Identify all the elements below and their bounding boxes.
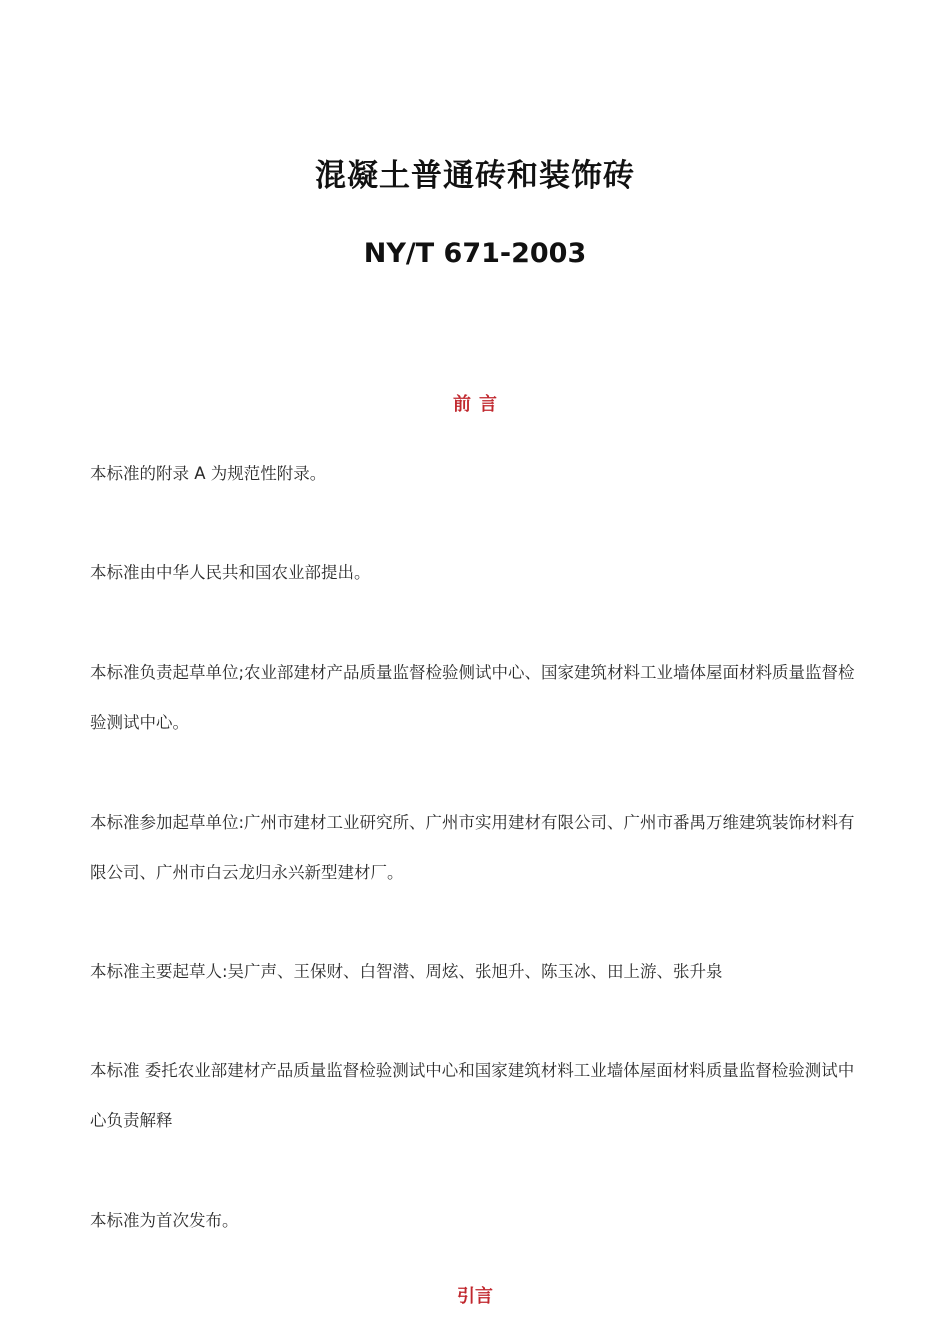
foreword-paragraph-proposer: 本标准由中华人民共和国农业部提出。: [90, 563, 371, 582]
introduction-heading: 引言: [457, 1286, 493, 1307]
foreword-paragraph-drafters: 本标准主要起草人:吴广声、王保财、白智潜、周炫、张旭升、陈玉冰、田上游、张升泉: [90, 962, 723, 981]
foreword-heading: 前言: [453, 394, 505, 415]
standard-code: NY/T 671-2003: [363, 238, 587, 269]
foreword-paragraph-interpretation: 本标准 委托农业部建材产品质量监督检验测试中心和国家建筑材料工业墙体屋面材料质量监督检验测试中心负责解释: [90, 1061, 855, 1130]
foreword-paragraph-participating-units: 本标准参加起草单位:广州市建材工业研究所、广州市实用建材有限公司、广州市番禺万维建筑装饰材料有限公司、广州市白云龙归永兴新型建材厂。: [90, 813, 855, 882]
foreword-paragraph-first-release: 本标准为首次发布。: [90, 1211, 239, 1230]
foreword-paragraph-appendix: 本标准的附录 A 为规范性附录。: [90, 464, 327, 483]
foreword-paragraph-drafting-unit: 本标准负责起草单位;农业部建材产品质量监督检验侧试中心、国家建筑材料工业墙体屋面材料质量监督检验测试中心。: [90, 663, 855, 732]
document-title: 混凝土普通砖和装饰砖: [315, 158, 635, 194]
